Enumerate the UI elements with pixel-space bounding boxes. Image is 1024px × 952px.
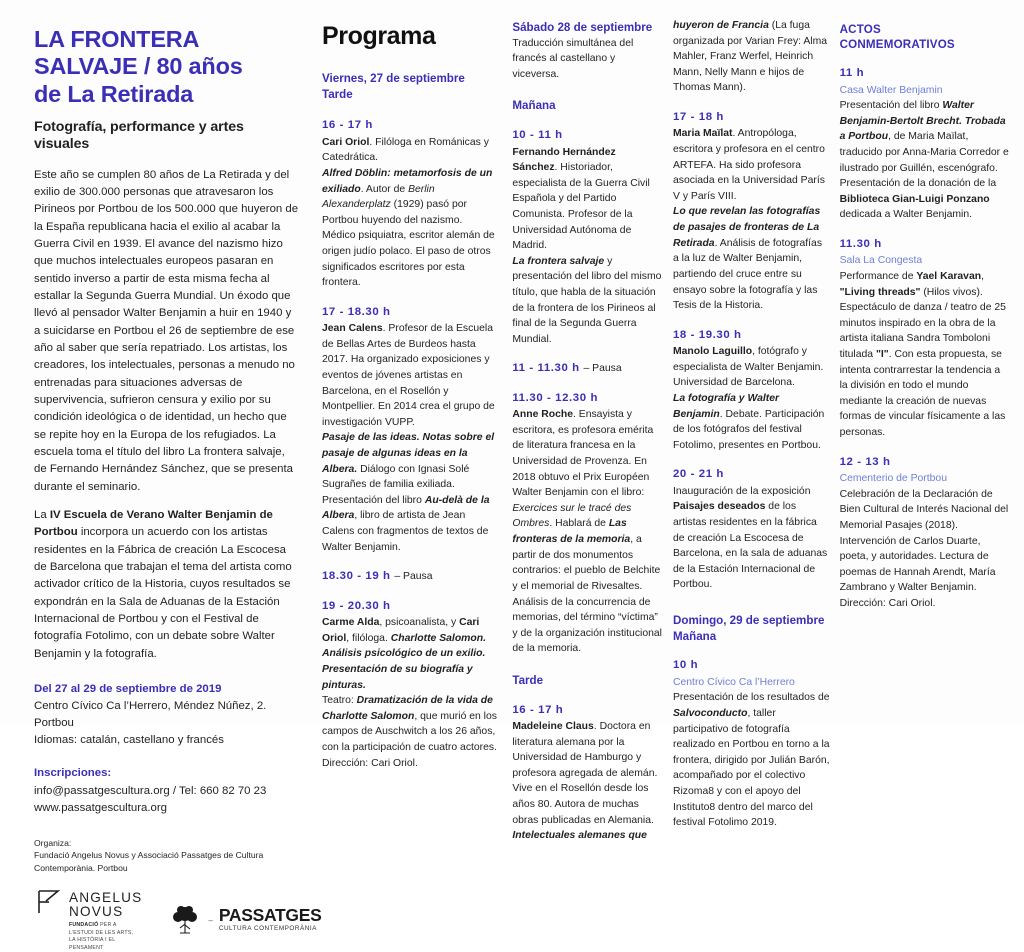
desc-a: Inauguración de la exposición <box>673 485 811 497</box>
work-title: Las fronteras de la memoria <box>512 518 631 546</box>
teatro-rest: , que murió en los campos de Auschwitch a los 26 años, con la participación de cuatro actores. Dirección: Cari Oriol. <box>322 710 498 769</box>
work-title-partial: Intelectuales alemanes que <box>512 830 647 842</box>
page-subtitle: Fotografía, performance y artes visuales <box>34 118 244 152</box>
dates-block <box>34 681 300 749</box>
slot-venue: Casa Walter Benjamin <box>839 84 943 96</box>
organiza-text: Fundació Angelus Novus y Associació Passatges de Cultura Contemporània. Portbou <box>34 850 264 873</box>
dates-heading: Del 27 al 29 de septiembre de 2019 <box>34 683 222 695</box>
desc-d: dedicada a Walter Benjamin. <box>839 209 973 221</box>
slot-com-1130 <box>840 237 1010 441</box>
slot-sat-17-18 <box>673 110 830 314</box>
slot-fri-19-2030 <box>322 599 498 771</box>
slot-body <box>512 407 663 657</box>
slot-body <box>512 145 663 348</box>
organiza-label: Organiza: <box>34 837 72 848</box>
desc-a: Performance de <box>839 271 917 282</box>
passatges-name: PASSATGES <box>218 905 322 926</box>
speaker-bio: . Antropóloga, escritora y profesora en el centro ARTEFA. Ha sido profesora asociada en la Universidad París V y París VIII. <box>673 128 825 202</box>
slot-time: 10 h <box>673 659 699 672</box>
inscriptions-website[interactable]: www.passatgescultura.org <box>34 801 167 814</box>
program-column-friday <box>322 18 512 771</box>
speaker-bio: . Historiador, especialista de la Guerra Civil Española y del Partido Comunista. Profesor de la Universidad Autónoma de Madrid. <box>512 162 650 252</box>
desc-b: , libro de artista de Jean Calens con fragmentos de textos de Walter Benjamin. <box>322 510 489 553</box>
performance-title: "Living threads" <box>839 286 921 298</box>
logo-passatges <box>168 905 321 935</box>
angelus-mark-icon <box>36 889 62 915</box>
speaker-bio: . Ensayista y escritora, es profesora emérita de literatura francesa en la Universidad de Provenza. En 2018 obtuvo el Prix Européen Walter Benjamin con el libro: <box>512 409 654 499</box>
desc-b: , de Maria Maïlat, traducido por Anna-Maria Corredor e ilustrado por Guillén, escenógrafo. <box>839 131 1009 174</box>
slot-sat-11-1130-pausa <box>512 361 663 376</box>
speaker-bio: . Doctora en literatura alemana por la Universidad de Hamburgo y profesora agregada de alemán. Vive en el Rosellón desde los años 80. Autora de muchas obras publicadas en Alemania. <box>512 720 658 826</box>
slot-fri-1830-19-pausa <box>322 569 498 584</box>
speaker-name: Fernando Hernández Sánchez <box>512 146 616 174</box>
slot-com-11 <box>840 66 1010 223</box>
speaker-bio: . Filóloga en Románicas y Catedrática. <box>322 136 489 164</box>
program-heading: Programa <box>322 22 436 50</box>
slot-time: 16 - 17 h <box>322 119 373 132</box>
slot-sat-20-21 <box>673 467 830 593</box>
speaker-name: Anne Roche <box>512 409 573 421</box>
desc-b: (La fuga organizada por Varian Frey: Alma Mahler, Franz Werfel, Heinrich Mann, Nelly Mann e hijos de Thomas Mann). <box>673 20 828 94</box>
speaker-name: Carme Alda <box>322 617 380 629</box>
desc-b: , a partir de dos monumentos contrarios: el pueblo de Belchite y el memorial de Rivesaltes. Análisis de la concurrencia de memorias, del término “víctima” y de la organización institucional de la memoria. <box>512 534 662 655</box>
passatges-text <box>219 907 322 933</box>
slot-sat-1130-1230 <box>512 391 663 657</box>
angelus-text <box>69 888 142 952</box>
slot-body <box>322 615 498 771</box>
speaker-bio-2: , filóloga. <box>346 632 391 644</box>
day-period-friday: Tarde <box>322 87 353 101</box>
slot-body <box>673 126 830 313</box>
title-line-2: SALVAJE / 80 años <box>34 53 243 80</box>
slot-time: 20 - 21 h <box>673 468 724 481</box>
day-title-sunday: Domingo, 29 de septiembre <box>673 614 825 628</box>
work-title: La frontera salvaje <box>512 255 605 267</box>
library-name: Biblioteca Gian-Luigi Ponzano <box>839 193 990 205</box>
day-heading-sunday <box>673 613 830 644</box>
intro-paragraph-1: Este año se cumplen 80 años de La Retirada y del exilio de 300.000 personas que atravesaron los Pirineos por Portbou de los 500.000 que huyeron de la España republicana hacia el exilio al acabar la Guerra Civil en 1939. El avance del nazismo hizo que muchos intelectuales europeos pasaran en sentido inverso a partir de esta misma fecha al estallar la Segunda Guerra Mundial. Un éxodo que llevó al pensador Walter Benjamin a huir en 1940 y a suicidarse en Portbou el 26 de septiembre de ese año al saber que sería repatriado. Los artistas, los creadores, los intelectuales, personas a menudo no entrenadas para situaciones adversas de supervivencia, sufrieron censura y exilio por su condición ideológica o de identidad, un hecho que se repite hoy en la Europa de los refugiados. La escuela toma el título del libro La frontera salvaje, de Fernando Hernández Sánchez, que se presenta durante el seminario. <box>34 168 299 493</box>
desc-a: Presentación del libro <box>839 100 943 112</box>
desc-b: (Hilos vivos). Espectáculo de danza / teatro de 25 minutos inspirado en la obra de la artista italiana Sandra Tomboloni titulada <box>839 286 1006 361</box>
speaker-name: Madeleine Claus <box>512 720 594 732</box>
slot-sat-16-17-continued <box>673 18 830 96</box>
desc-b: . Debate. Participación de los fotógrafos del festival Fotolimo, presentes en Portbou. <box>673 408 825 451</box>
desc-italic: Berlin Alexanderplatz <box>322 183 435 211</box>
speaker-name: Jean Calens <box>322 323 383 335</box>
inscriptions-block <box>34 765 300 816</box>
commemorative-column <box>840 18 1010 612</box>
slot-venue: Cementerio de Portbou <box>839 473 947 485</box>
program-column-saturday-2 <box>673 18 840 831</box>
desc-mid: . Hablará de <box>549 518 609 530</box>
slot-body <box>840 253 1010 440</box>
slot-sun-10 <box>673 658 830 830</box>
title-line-3: de La Retirada <box>34 80 194 107</box>
slot-sat-10-11 <box>512 128 663 347</box>
speaker-bio: . Profesor de la Escuela de Bellas Artes de Burdeos hasta 2017. Ha organizado exposiciones y eventos de jóvenes artistas en Barcelona, en el Rosellón y Montpellier. En 2014 crea el grupo de investigación VUPP. <box>322 323 495 428</box>
slot-time: 17 - 18 h <box>673 111 724 124</box>
desc-c: . Con esta propuesta, se intenta contrarrestar la tendencia a la división en todo el mundo mediante la creación de nuevas formas de vincular físicamente a las personas. <box>839 349 1006 439</box>
slot-time: 17 - 18.30 h <box>322 305 391 318</box>
teatro-label: Teatro: <box>322 695 357 707</box>
angelus-tag-rest: PER A L’ESTUDI DE LES ARTS, <box>69 922 134 936</box>
slot-fri-17-1830 <box>322 305 498 556</box>
angelus-name: ANGELUS NOVUS <box>69 890 143 919</box>
desc-b: (1929) pasó por Portbou huyendo del nazismo. Médico psiquiatra, escritor alemán de origen judío polaco. El paso de otros significados escritores por esta frontera. <box>322 199 495 289</box>
intro-p2-bold: IV Escuela de Verano Walter Benjamin de Portbou <box>34 509 273 539</box>
program-column-saturday-1 <box>512 18 673 844</box>
slot-time: 10 - 11 h <box>512 129 563 142</box>
day-title-saturday: Sábado 28 de septiembre <box>512 21 653 34</box>
speaker-name: Manolo Laguillo <box>673 346 753 358</box>
speaker-name: Maria Maïlat <box>673 128 733 140</box>
slot-body <box>512 719 663 844</box>
intro-paragraph-2 <box>34 507 300 663</box>
day-period-sunday: Mañana <box>673 629 717 643</box>
intro-p2-lead: La <box>34 509 50 522</box>
slot-body <box>840 83 1010 223</box>
slot-venue: Sala La Congesta <box>839 255 923 267</box>
slot-body <box>322 135 498 291</box>
desc-b: de los artistas residentes en la fábrica de creación La Escocesa de Barcelona, en la sala de aduanas de la Estación Internacional de Portbou. <box>673 501 828 591</box>
tree-icon <box>168 905 202 935</box>
work-title: Alfred Döblin: metamorfosis de un exiliado <box>322 167 493 195</box>
slot-time: 11 h <box>839 67 865 80</box>
commemorative-heading <box>840 22 1010 52</box>
inscriptions-heading: Inscripciones: <box>34 767 112 780</box>
pausa-label: – Pausa <box>583 363 622 375</box>
angelus-tag-bold: FUNDACIÓ <box>69 922 99 929</box>
angelus-tagline <box>69 922 142 952</box>
artwork-title: "I" <box>875 349 889 361</box>
slot-body <box>673 675 830 831</box>
languages-line: Idiomas: catalán, castellano y francés <box>34 734 224 747</box>
logo-angelus-novus <box>36 888 142 952</box>
period-heading-afternoon: Tarde <box>512 673 544 687</box>
day-heading-saturday <box>512 20 663 36</box>
slot-time: 11.30 h <box>839 238 882 250</box>
passatges-tagline: CULTURA CONTEMPORÀNIA <box>218 924 317 932</box>
speaker-name: Cari Oriol <box>322 136 370 148</box>
slot-fri-16-17 <box>322 118 498 290</box>
slot-time: 18 - 19.30 h <box>673 328 742 341</box>
performer-name: Yael Karavan <box>916 271 982 282</box>
teatro-work: Dramatización de la vida de Charlotte Salomon <box>322 695 493 722</box>
speaker-bio: , fotógrafo y especialista de Walter Benjamin. Universidad de Barcelona. <box>673 346 824 389</box>
work-title: Walter Benjamin-Bertolt Brecht. Trobada a Portbou <box>839 100 1006 143</box>
desc-c: Presentación de la donación de la <box>839 178 997 190</box>
period-heading-morning: Mañana <box>512 99 556 113</box>
logo-separator-dash: – <box>208 915 213 925</box>
slot-body <box>322 321 498 555</box>
work-title-continued: huyeron de Francia <box>673 20 769 31</box>
slot-time <box>322 569 498 584</box>
desc-a: Diálogo con Ignasi Solé Sugrañes de familia exiliada. Presentación del libro <box>322 463 470 506</box>
venue-line: Centro Cívico Ca l’Herrero, Méndez Núñez, 2. Portbou <box>34 700 267 730</box>
desc-italic: Exercices sur le tracé des Ombres <box>512 502 632 530</box>
speaker-name-2: Cari Oriol <box>322 617 480 644</box>
slot-time-text: 18.30 - 19 h <box>322 570 391 583</box>
desc-b: . Análisis de fotografías a la luz de Walter Benjamin, partiendo del cruce entre su ensayo sobre la fotografía y las Tesis de la Historia. <box>673 237 823 312</box>
intro-p2-rest: incorpora un acuerdo con los artistas residentes en la Fábrica de creación La Escocesa de Barcelona que trabajan el tema del artista como activador crítico de la Historia, cuyos resultados se expondrán en la Sala de Aduanas de la Estación Internacional de Portbou y con el Festival de fotografía Fotolimo, con un debate sobre Walter Benjamin y la fotografía. <box>34 526 292 660</box>
slot-time: 11.30 - 12.30 h <box>512 391 598 404</box>
work-title: Salvoconducto <box>673 707 748 719</box>
intro-column <box>34 18 322 952</box>
slot-time: 19 - 20.30 h <box>322 599 391 612</box>
exhibition-title: Paisajes deseados <box>673 501 766 513</box>
slot-venue: Centro Cívico Ca l’Herrero <box>673 676 795 688</box>
speaker-bio: , psicoanalista, y <box>379 617 460 629</box>
commemorative-heading-line1: ACTOS <box>839 23 881 36</box>
work-title: La fotografía y Walter Benjamin <box>673 392 780 420</box>
title-line-1: LA FRONTERA <box>34 26 200 52</box>
desc-b: , taller participativo de fotografía realizado en Portbou en torno a la frontera, dirigido por Julián Barón, acompañado por el colectivo Rizoma8 y con el apoyo del Instituto8 dentro del marco del festival Fotolimo 2019. <box>673 707 830 829</box>
inscriptions-email[interactable]: info@passatgescultura.org / Tel: 660 82 70 23 <box>34 784 267 797</box>
desc-b: y presentación del libro del mismo título, que habla de la situación de la frontera de los Pirineos al final de la Segunda Guerra Mundial. <box>512 255 662 345</box>
angelus-tag-line2: LA HISTÒRIA I EL PENSAMENT <box>69 937 116 951</box>
day-heading-friday <box>322 71 498 102</box>
slot-body <box>673 484 830 593</box>
slot-body <box>673 344 830 453</box>
work-title: Pasaje de las ideas. Notas sobre el pasaje de algunas ideas en la Albera. <box>322 432 495 475</box>
desc-a: Presentación de los resultados de <box>673 692 830 704</box>
slot-time-text: 11 - 11.30 h <box>512 362 580 375</box>
slot-time <box>512 361 663 376</box>
slot-sat-18-1930 <box>673 328 830 454</box>
desc-a: . Autor de <box>360 183 409 195</box>
slot-com-12-13 <box>840 455 1010 612</box>
slot-time: 12 - 13 h <box>839 455 891 468</box>
day-title-friday: Viernes, 27 de septiembre <box>322 72 465 85</box>
slot-body <box>840 471 1010 611</box>
work-title: Charlotte Salomon. Análisis psicológico de un exilio. Presentación de su biografía y pinturas. <box>322 632 486 691</box>
commemorative-heading-line2: CONMEMORATIVOS <box>839 38 955 52</box>
work-title-2: Au-delà de la Albera <box>322 494 490 522</box>
desc-a: Celebración de la Declaración de Bien Cultural de Interés Nacional del Memorial Pasajes (2018). Intervención de Carlos Duarte, poeta, y autoridades. Lectura de poemas de Hannah Arendt, María Zambrano y Walter Benjamin. Dirección: Cari Oriol. <box>839 488 1009 609</box>
slot-time: 16 - 17 h <box>512 703 564 716</box>
pausa-label: – Pausa <box>394 571 433 583</box>
saturday-translation-note: Traducción simultánea del francés al castellano y viceversa. <box>512 37 634 80</box>
page-title <box>34 26 300 108</box>
logos-row <box>36 888 322 952</box>
desc-mid: , <box>981 271 984 282</box>
organiza-block <box>34 837 300 874</box>
work-title: Lo que revelan las fotografías de pasajes de fronteras de La Retirada <box>673 206 821 249</box>
